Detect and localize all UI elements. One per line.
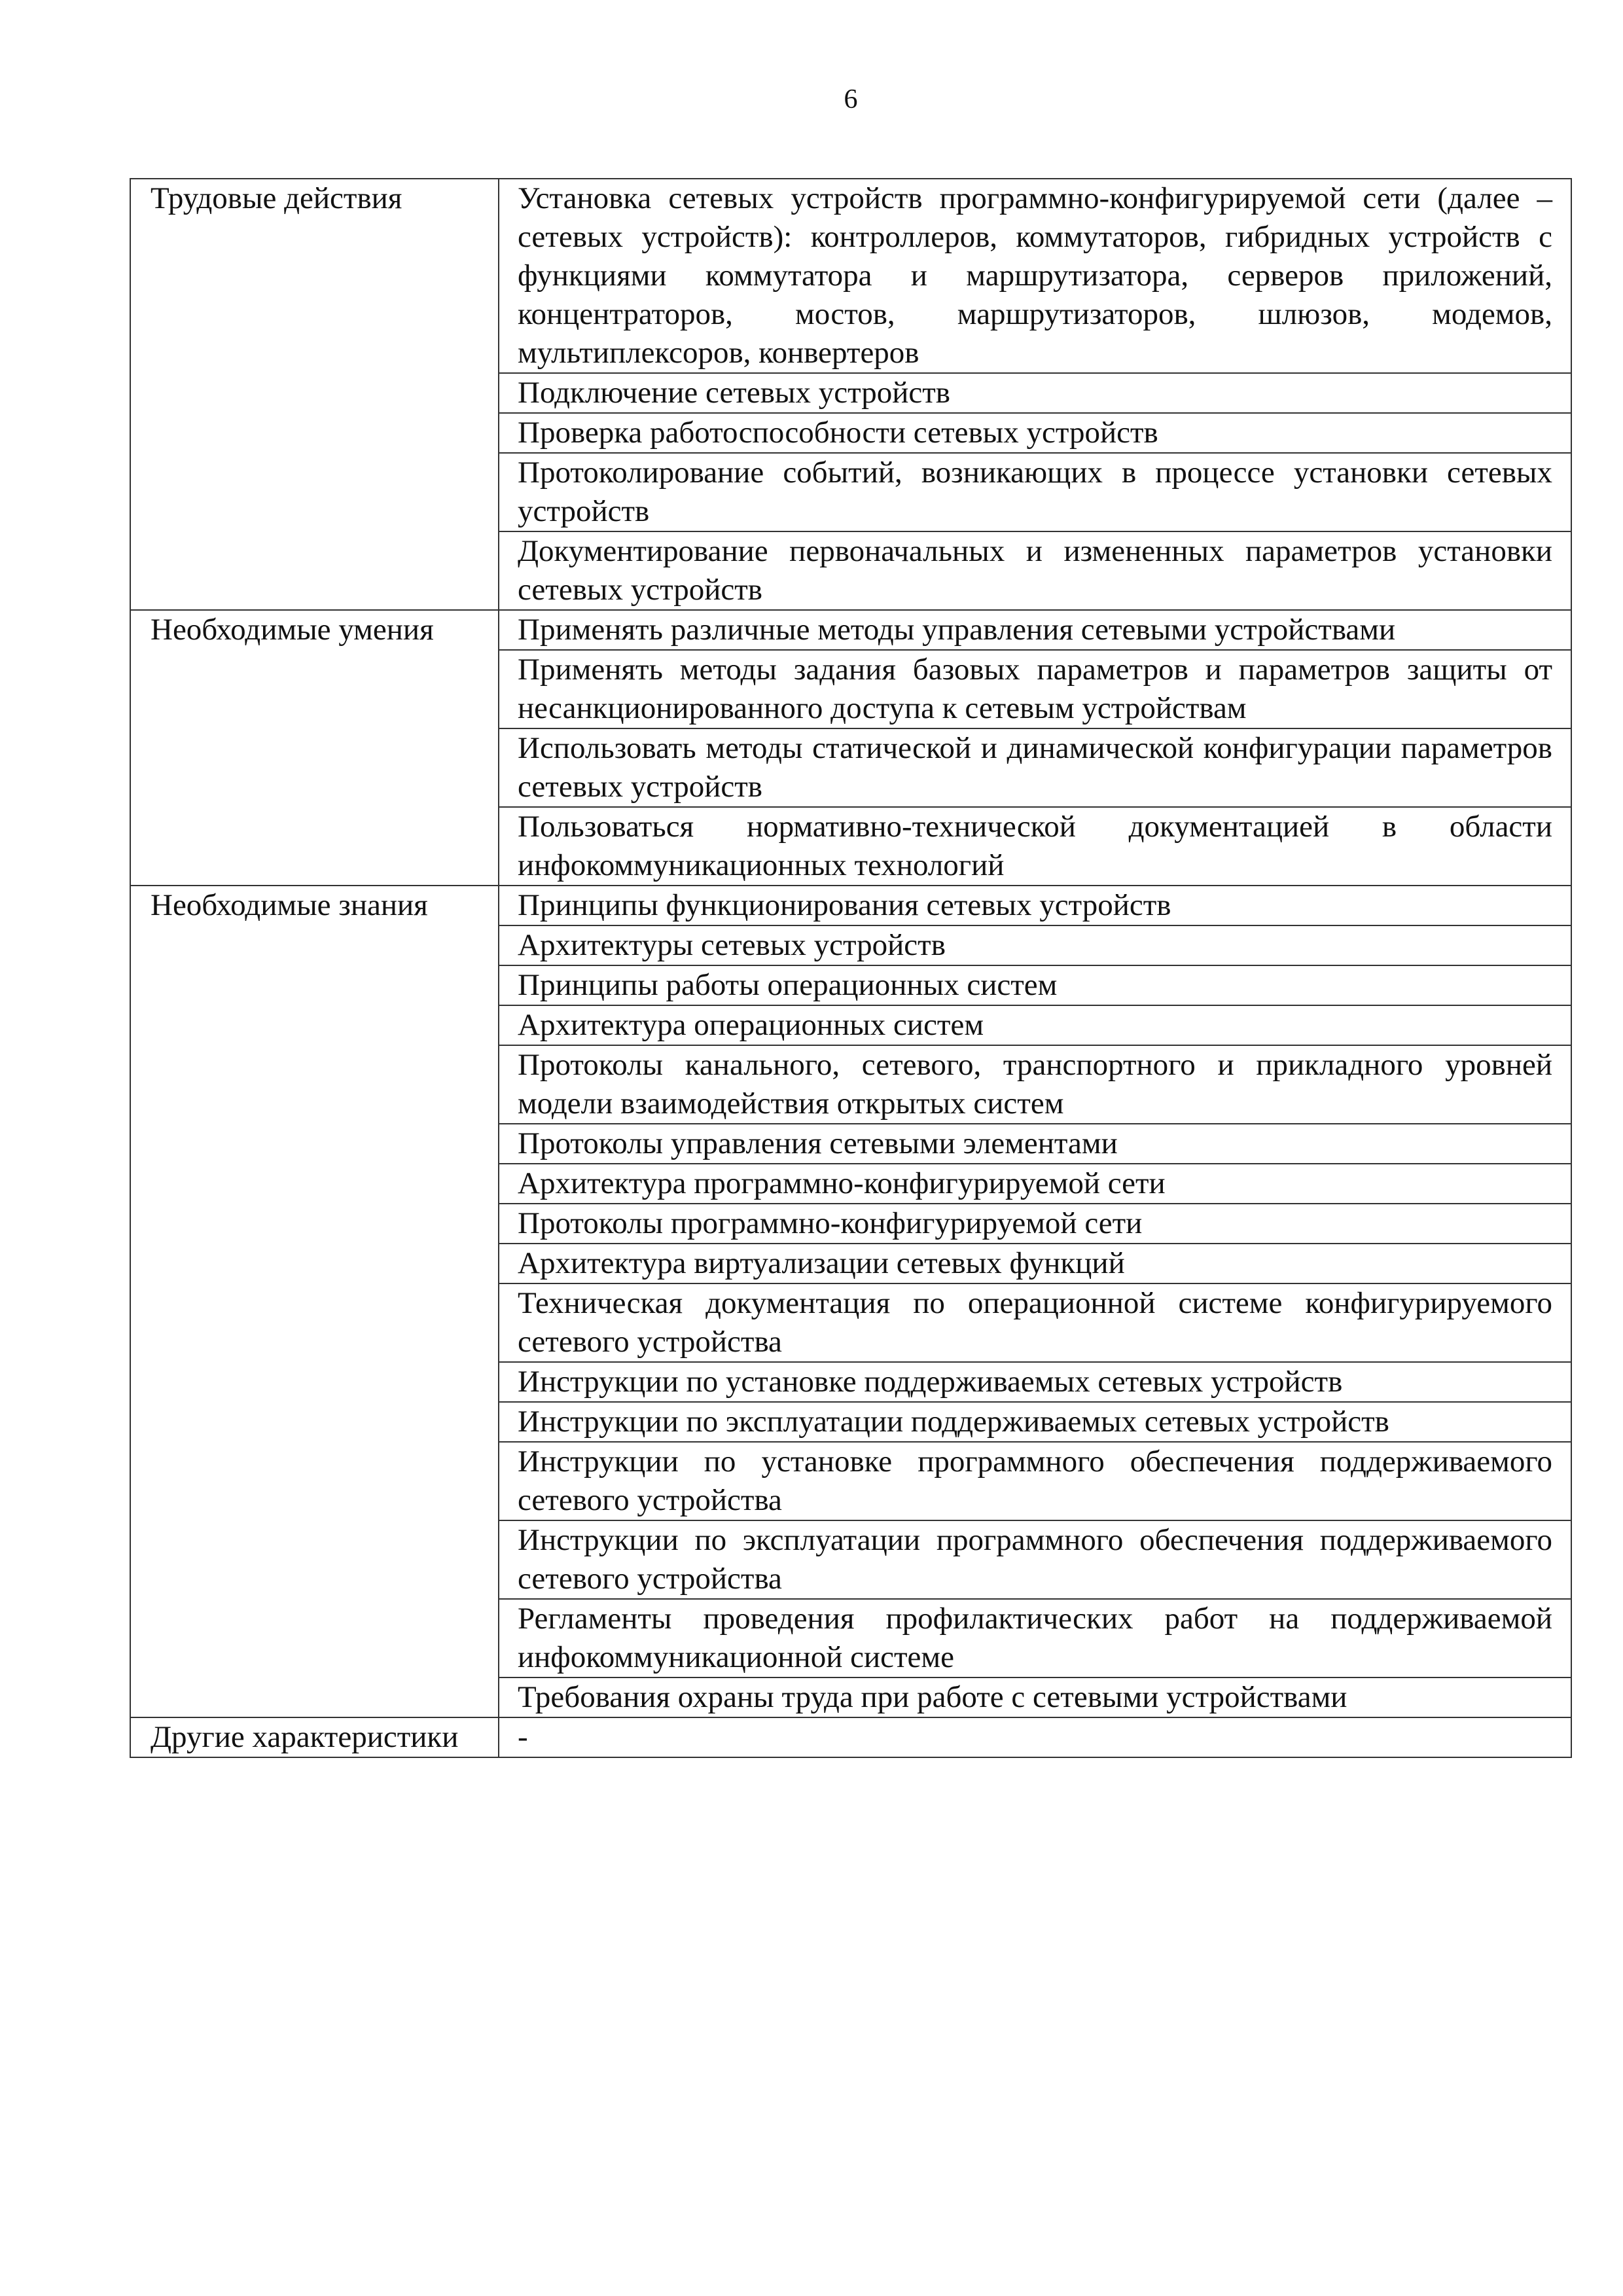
section-item: Инструкции по эксплуатации поддерживаемых сетевых устройств bbox=[499, 1402, 1571, 1442]
section-item: Архитектуры сетевых устройств bbox=[499, 925, 1571, 965]
section-item: Документирование первоначальных и измененных параметров установки сетевых устройств bbox=[499, 531, 1571, 610]
competency-table-body bbox=[130, 179, 1571, 1757]
section-label: Необходимые знания bbox=[130, 886, 499, 1717]
section-item: Архитектура программно-конфигурируемой сети bbox=[499, 1164, 1571, 1204]
section-item: - bbox=[499, 1717, 1571, 1757]
section-item: Инструкции по установке программного обеспечения поддерживаемого сетевого устройства bbox=[499, 1442, 1571, 1520]
table-row bbox=[130, 1717, 1571, 1757]
page-number: 6 bbox=[844, 84, 858, 115]
section-item: Протоколы управления сетевыми элементами bbox=[499, 1124, 1571, 1164]
competency-table bbox=[130, 178, 1572, 1758]
section-item: Проверка работоспособности сетевых устройств bbox=[499, 413, 1571, 453]
section-item: Применять различные методы управления сетевыми устройствами bbox=[499, 610, 1571, 650]
section-item: Инструкции по эксплуатации программного обеспечения поддерживаемого сетевого устройства bbox=[499, 1520, 1571, 1599]
section-item: Принципы работы операционных систем bbox=[499, 965, 1571, 1005]
table-row bbox=[130, 179, 1571, 373]
section-item: Применять методы задания базовых параметров и параметров защиты от несанкционированного доступа к сетевым устройствам bbox=[499, 650, 1571, 728]
table-row bbox=[130, 886, 1571, 925]
section-label: Необходимые умения bbox=[130, 610, 499, 886]
section-item: Протоколирование событий, возникающих в процессе установки сетевых устройств bbox=[499, 453, 1571, 531]
section-item: Использовать методы статической и динамической конфигурации параметров сетевых устройств bbox=[499, 728, 1571, 807]
section-item: Инструкции по установке поддерживаемых сетевых устройств bbox=[499, 1362, 1571, 1402]
section-item: Пользоваться нормативно-технической документацией в области инфокоммуникационных технологий bbox=[499, 807, 1571, 886]
table-row bbox=[130, 610, 1571, 650]
section-item: Протоколы программно-конфигурируемой сети bbox=[499, 1204, 1571, 1244]
section-item: Принципы функционирования сетевых устройств bbox=[499, 886, 1571, 925]
section-item: Установка сетевых устройств программно-конфигурируемой сети (далее – сетевых устройств): контроллеров, коммутаторов, гибридных устройств с функциями коммутатора и маршрутизатора, серверов приложений, концентраторов, мостов, маршрутизаторов, шлюзов, модемов, мультиплексоров, конвертеров bbox=[499, 179, 1571, 373]
section-label: Трудовые действия bbox=[130, 179, 499, 610]
section-item: Требования охраны труда при работе с сетевыми устройствами bbox=[499, 1677, 1571, 1717]
section-item: Подключение сетевых устройств bbox=[499, 373, 1571, 413]
section-item: Архитектура виртуализации сетевых функций bbox=[499, 1244, 1571, 1283]
section-item: Архитектура операционных систем bbox=[499, 1005, 1571, 1045]
section-item: Протоколы канального, сетевого, транспортного и прикладного уровней модели взаимодействия открытых систем bbox=[499, 1045, 1571, 1124]
section-item: Регламенты проведения профилактических работ на поддерживаемой инфокоммуникационной системе bbox=[499, 1599, 1571, 1677]
section-label: Другие характеристики bbox=[130, 1717, 499, 1757]
section-item: Техническая документация по операционной системе конфигурируемого сетевого устройства bbox=[499, 1283, 1571, 1362]
